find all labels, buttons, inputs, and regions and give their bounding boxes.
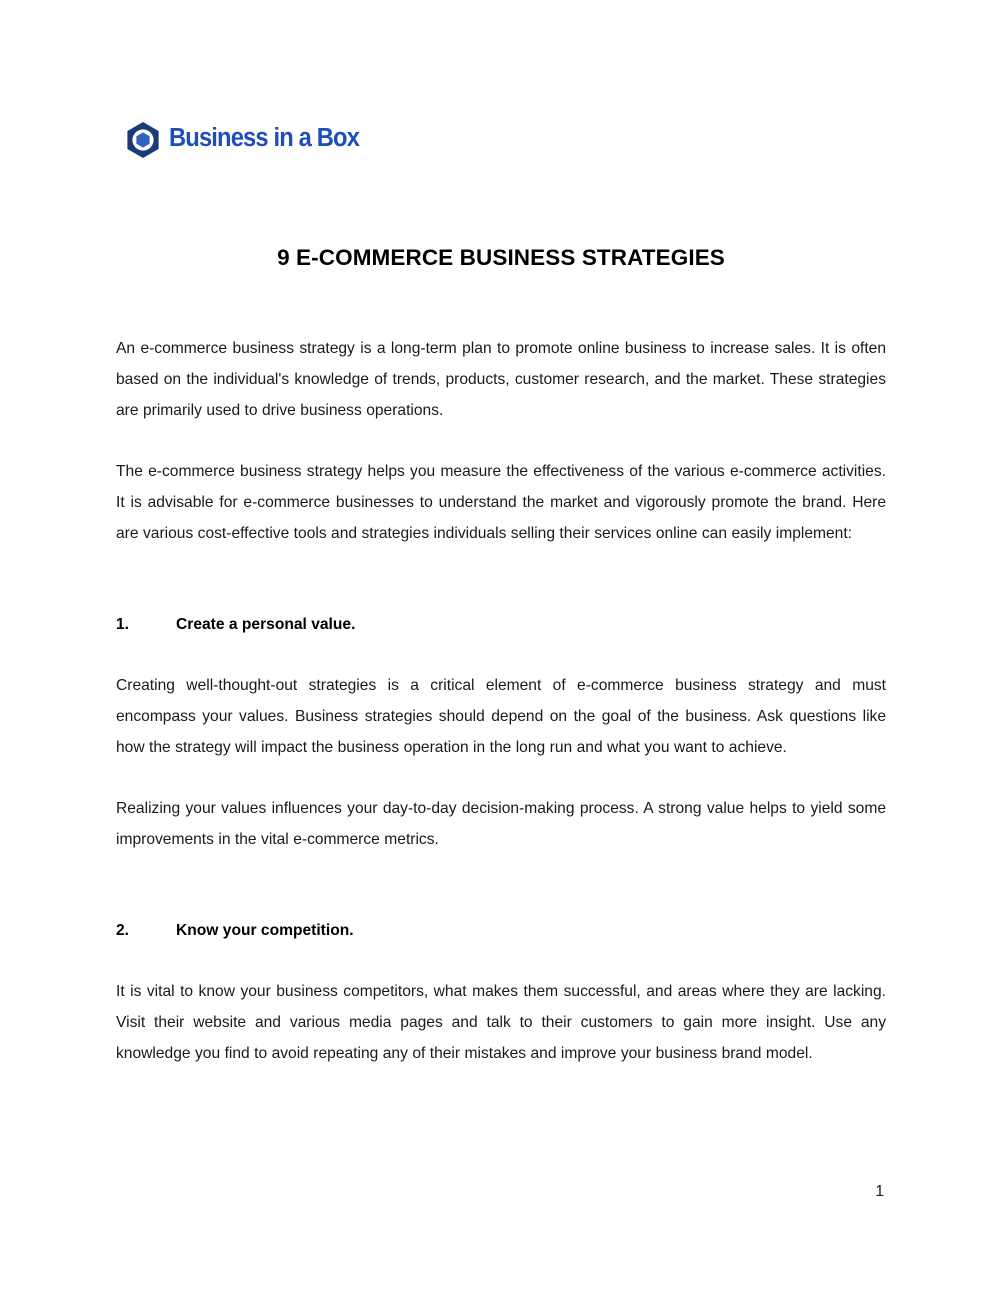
section-number-1: 1. (116, 616, 130, 633)
section-number-2: 2. (116, 922, 130, 939)
paragraph-s1-1: Creating well-thought-out strategies is a critical element of e-commerce business strategy and must encompass your values. Business strategies should depend on the goal of the business. Ask questions like how the strategy will impact the business operation in the long run and what you want to achieve. (116, 677, 886, 756)
section-spacer-2 (116, 885, 886, 915)
paragraph-intro-2: The e-commerce business strategy helps you measure the effectiveness of the various e-commerce activities. It is advisable for e-commerce businesses to understand the market and vigorously promote the brand. Here are various cost-effective tools and strategies individuals selling their services online can easily implement: (116, 463, 886, 542)
section-title-1: Create a personal value. (176, 616, 356, 633)
section-spacer (116, 579, 886, 609)
document-body (116, 333, 886, 1069)
page-number: 1 (875, 1183, 884, 1200)
paragraph-s1-2: Realizing your values influences your day-to-day decision-making process. A strong value helps to yield some improvements in the vital e-commerce metrics. (116, 800, 886, 848)
paragraph-intro-1: An e-commerce business strategy is a long-term plan to promote online business to increase sales. It is often based on the individual's knowledge of trends, products, customer research, and the market. These strategies are primarily used to drive business operations. (116, 340, 886, 419)
hexagon-cube-logo-icon (126, 121, 160, 159)
paragraph-s2-1: It is vital to know your business competitors, what makes them successful, and areas where they are lacking. Visit their website and various media pages and talk to their customers to gain more insight. Use any knowledge you find to avoid repeating any of their mistakes and improve your business brand model. (116, 983, 886, 1062)
section-heading-2 (116, 915, 886, 946)
brand-wordmark: Business in a Box (169, 124, 360, 153)
brand-logo (126, 118, 373, 162)
section-title-2: Know your competition. (176, 922, 354, 939)
section-heading-1 (116, 609, 886, 640)
page-title: 9 E-COMMERCE BUSINESS STRATEGIES (277, 245, 725, 271)
